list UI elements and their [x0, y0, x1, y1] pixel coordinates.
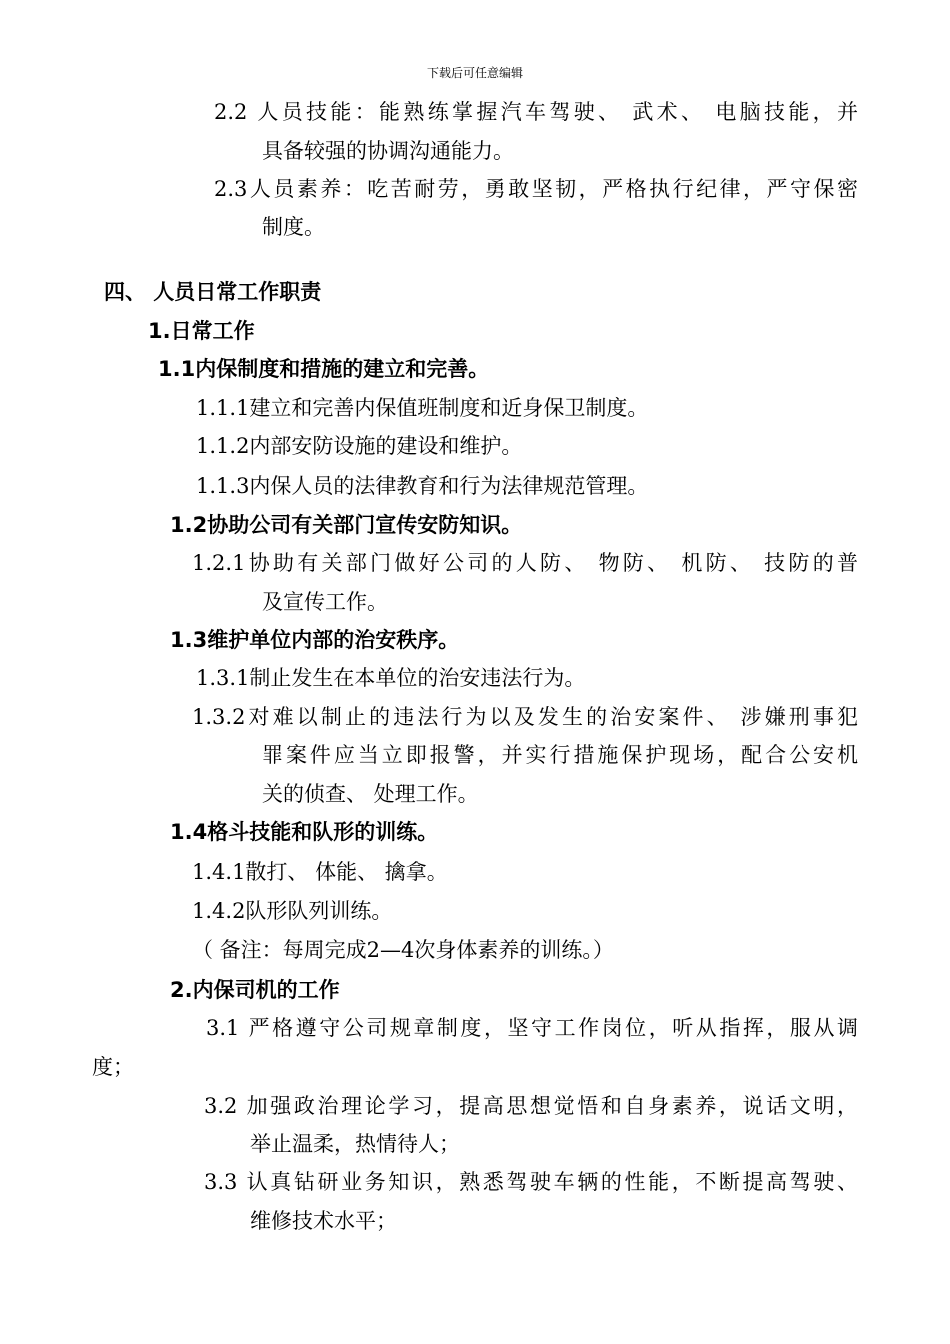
text-line: 3.3 认真钻研业务知识，熟悉驾驶车辆的性能，不断提高驾驶、 — [204, 1170, 858, 1194]
text-line: 1.3.1制止发生在本单位的治安违法行为。 — [196, 666, 586, 690]
text-line: 及宣传工作。 — [262, 590, 388, 614]
text-line: 1.4.2队形队列训练。 — [192, 899, 393, 923]
text-line: 3.2 加强政治理论学习，提高思想觉悟和自身素养，说话文明， — [204, 1094, 858, 1118]
item-heading: 1.1内保制度和措施的建立和完善。 — [158, 357, 490, 381]
subsection-heading: 1.日常工作 — [148, 319, 255, 343]
text-line: 1.2.1协助有关部门做好公司的人防、 物防、 机防、 技防的普 — [192, 551, 858, 575]
item-heading: 1.4格斗技能和队形的训练。 — [170, 820, 439, 844]
text-line: 1.3.2对难以制止的违法行为以及发生的治安案件、 涉嫌刑事犯 — [192, 705, 858, 729]
text-line: 具备较强的协调沟通能力。 — [262, 139, 514, 163]
text-line: 2.3人员素养：吃苦耐劳，勇敢坚韧，严格执行纪律，严守保密 — [214, 177, 858, 201]
text-line: 度； — [92, 1055, 134, 1079]
page-header: 下载后可任意编辑 — [426, 66, 523, 80]
text-line: 制度。 — [262, 215, 325, 239]
text-line: 1.1.2内部安防设施的建设和维护。 — [196, 434, 523, 458]
text-line: 维修技术水平； — [250, 1209, 397, 1233]
text-line: 1.1.1建立和完善内保值班制度和近身保卫制度。 — [196, 396, 649, 420]
section-heading: 四、 人员日常工作职责 — [104, 280, 322, 304]
text-line: 关的侦查、 处理工作。 — [262, 782, 479, 806]
item-heading: 1.3维护单位内部的治安秩序。 — [170, 628, 460, 652]
item-heading: 1.2协助公司有关部门宣传安防知识。 — [170, 513, 523, 537]
text-line: 1.1.3内保人员的法律教育和行为法律规范管理。 — [196, 474, 649, 498]
text-line: 2.2 人员技能：能熟练掌握汽车驾驶、 武术、 电脑技能，并 — [214, 100, 858, 124]
text-line: 举止温柔，热情待人； — [250, 1132, 460, 1156]
text-line: 3.1 严格遵守公司规章制度，坚守工作岗位，听从指挥，服从调 — [206, 1016, 858, 1040]
text-line: 罪案件应当立即报警，并实行措施保护现场，配合公安机 — [262, 743, 858, 767]
note-line: （ 备注：每周完成2—4次身体素养的训练。） — [192, 938, 614, 962]
subsection-heading: 2.内保司机的工作 — [170, 978, 340, 1002]
text-line: 1.4.1散打、 体能、 擒拿。 — [192, 860, 448, 884]
